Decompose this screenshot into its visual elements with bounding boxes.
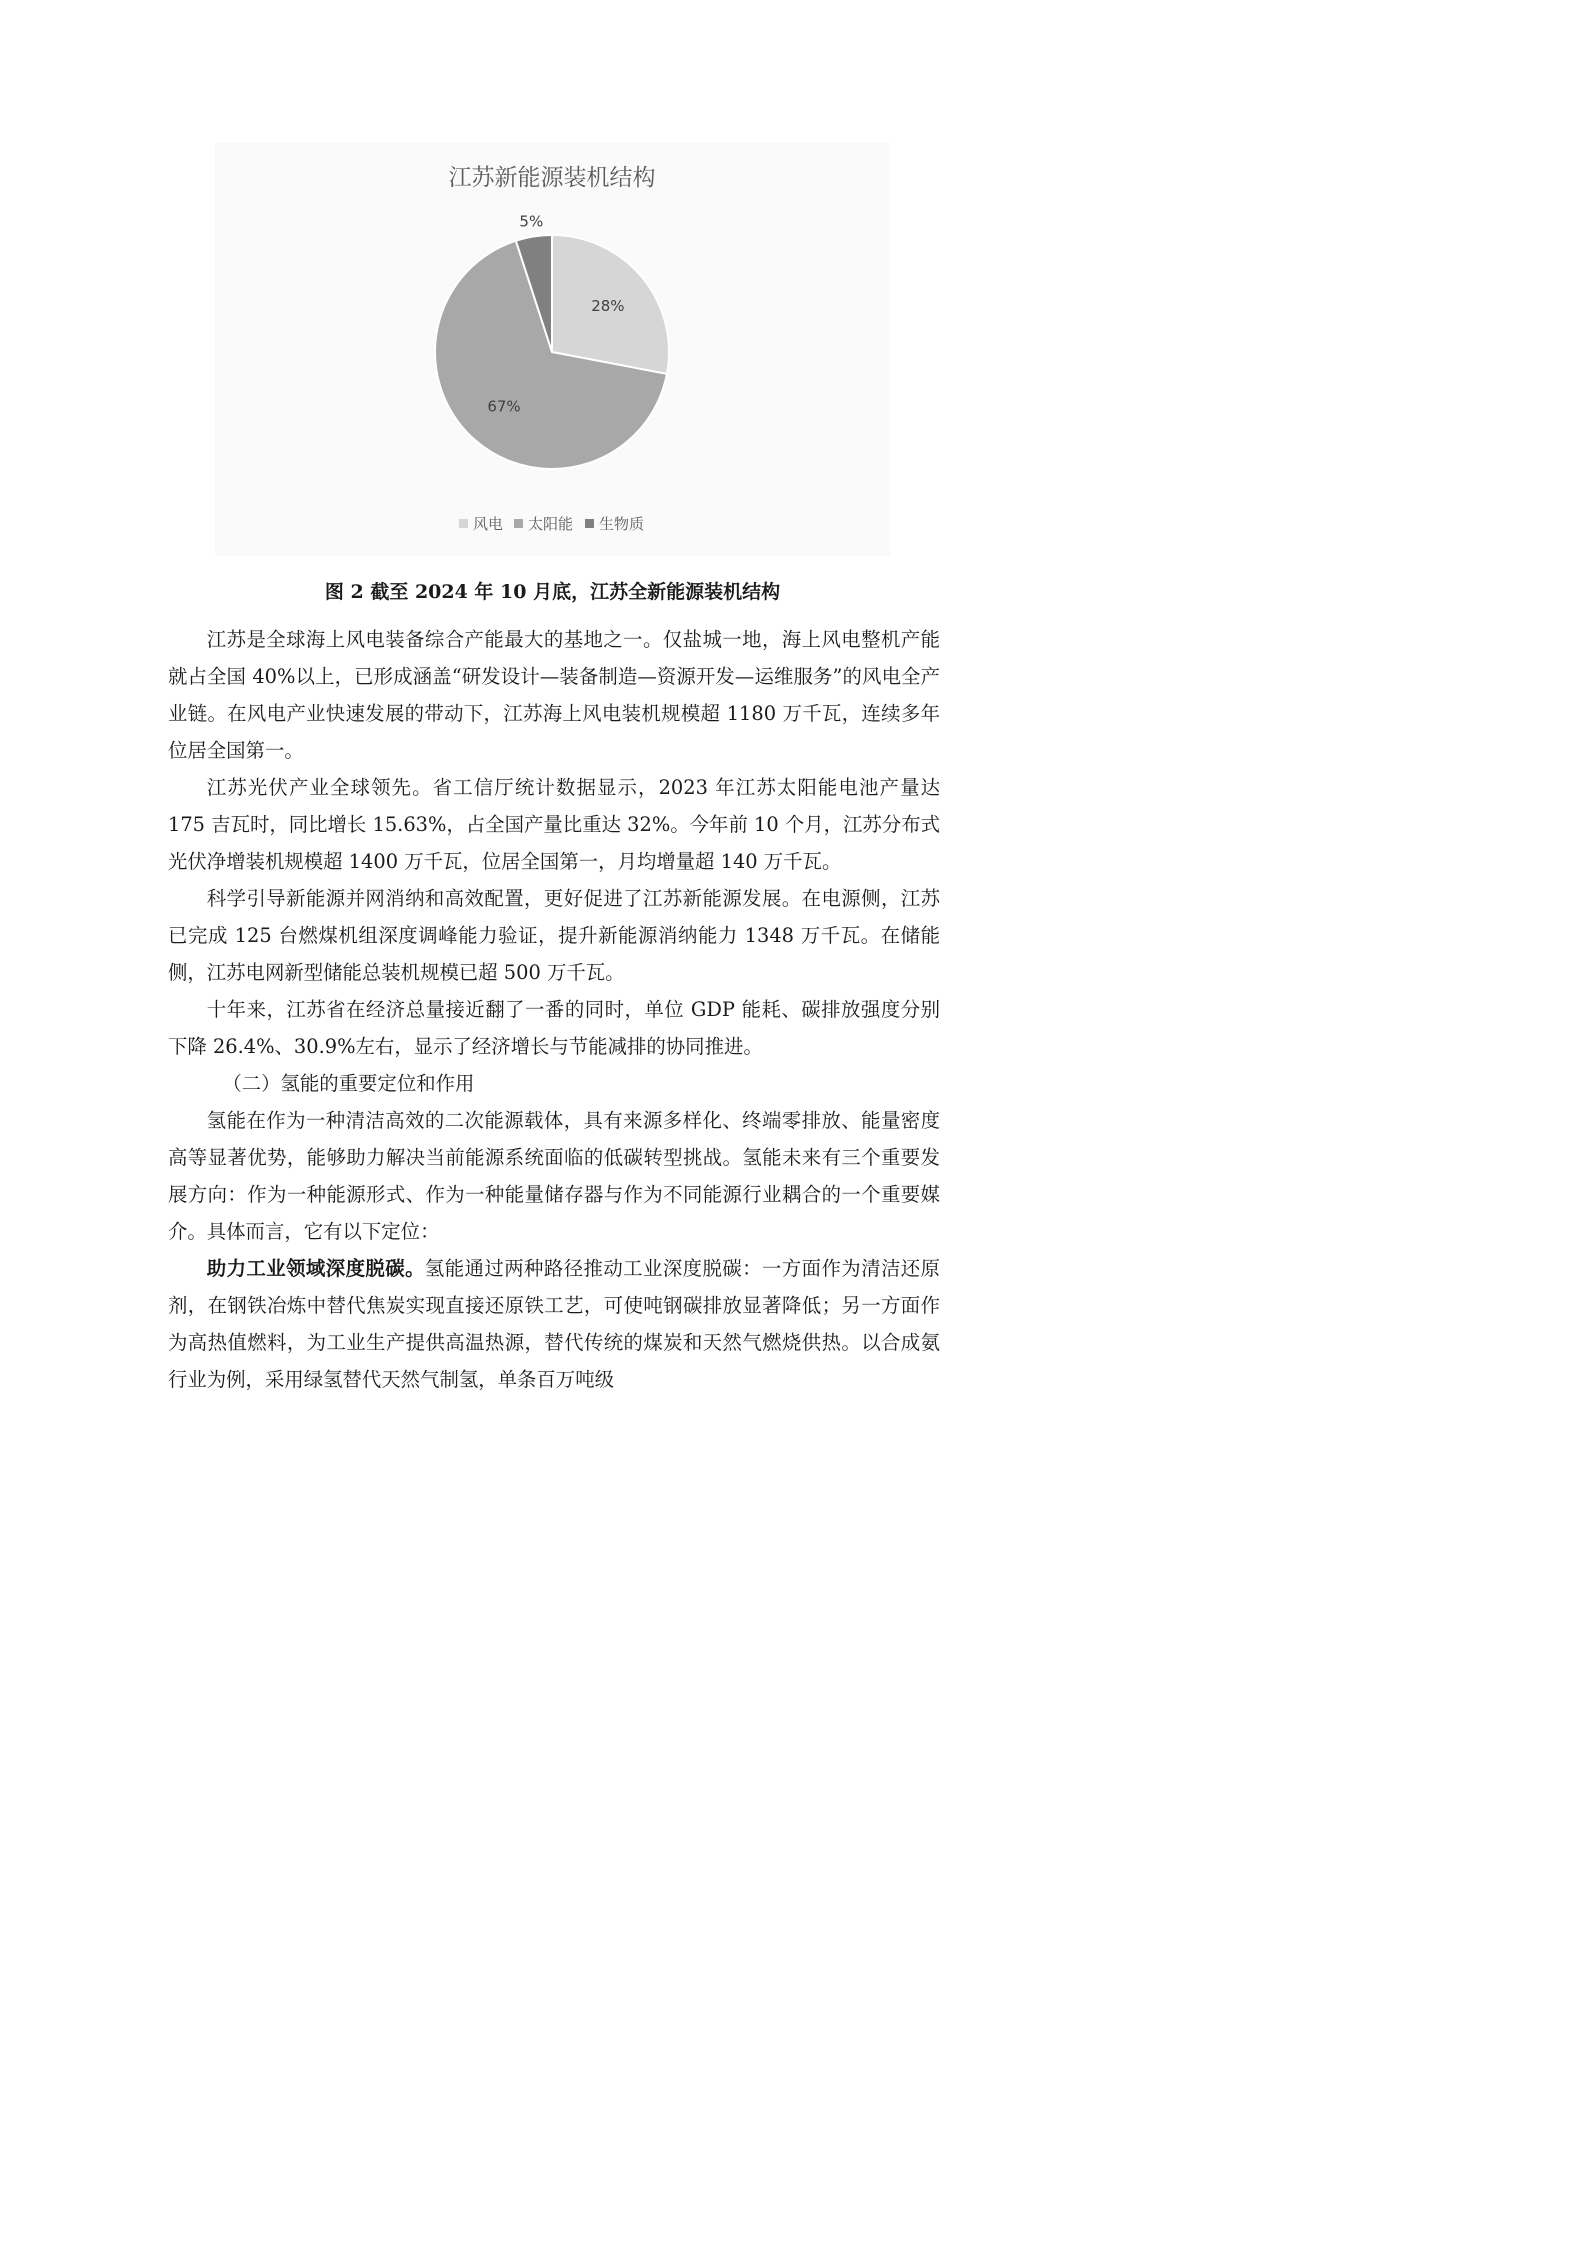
- legend-swatch-solar: [514, 519, 523, 528]
- slice-wind-label: 28%: [591, 296, 625, 315]
- section-heading: （二）氢能的重要定位和作用: [222, 1072, 475, 1095]
- legend-swatch-wind: [459, 519, 468, 528]
- pie-chart: [215, 143, 890, 556]
- pie-chart-svg: [215, 143, 890, 556]
- legend-label-biomass: 生物质: [599, 515, 645, 533]
- paragraph-pv-industry: 江苏光伏产业全球领先。省工信厅统计数据显示，2023 年江苏太阳能电池产量达 175 吉瓦时，同比增长 15.63%，占全国产量比重达 32%。今年前 10 个月，江苏分布式光伏净增装机规模超 1400 万千瓦，位居全国第一，月均增量超 140 万千瓦。: [168, 776, 940, 873]
- chart-title: 江苏新能源装机结构: [448, 165, 656, 191]
- paragraph-decade-summary: 十年来，江苏省在经济总量接近翻了一番的同时，单位 GDP 能耗、碳排放强度分别下降 26.4%、30.9%左右，显示了经济增长与节能减排的协同推进。: [168, 998, 940, 1058]
- legend-label-wind: 风电: [473, 515, 504, 533]
- slice-solar-label: 67%: [487, 397, 521, 416]
- legend-swatch-biomass: [585, 519, 594, 528]
- paragraph-body: 氢能通过两种路径推动工业深度脱碳：一方面作为清洁还原剂，在钢铁冶炼中替代焦炭实现直接还原铁工艺，可使吨钢碳排放显著降低；另一方面作为高热值燃料，为工业生产提供高温热源，替代传统的煤炭和天然气燃烧供热。以合成氨行业为例，采用绿氢替代天然气制氢，单条百万吨级: [168, 1257, 940, 1391]
- chart-legend: [459, 515, 644, 533]
- figure-caption: 图 2 截至 2024 年 10 月底，江苏全新能源装机结构: [324, 581, 781, 603]
- paragraph-hydrogen-intro: 氢能在作为一种清洁高效的二次能源载体，具有来源多样化、终端零排放、能量密度高等显著优势，能够助力解决当前能源系统面临的低碳转型挑战。氢能未来有三个重要发展方向：作为一种能源形式、作为一种能量储存器与作为不同能源行业耦合的一个重要媒介。具体而言，它有以下定位：: [168, 1109, 940, 1243]
- paragraph-wind-industry: 江苏是全球海上风电装备综合产能最大的基地之一。仅盐城一地，海上风电整机产能就占全国 40%以上，已形成涵盖“研发设计—装备制造—资源开发—运维服务”的风电全产业链。在风电产业快速发展的带动下，江苏海上风电装机规模超 1180 万千瓦，连续多年位居全国第一。: [168, 628, 940, 762]
- legend-label-solar: 太阳能: [528, 515, 574, 533]
- slice-biomass-label: 5%: [519, 212, 544, 231]
- paragraph-industrial-decarbonization: [168, 1250, 940, 1398]
- paragraph-lead: 助力工业领域深度脱碳。: [206, 1257, 425, 1280]
- paragraph-grid-integration: 科学引导新能源并网消纳和高效配置，更好促进了江苏新能源发展。在电源侧，江苏已完成 125 台燃煤机组深度调峰能力验证，提升新能源消纳能力 1348 万千瓦。在储能侧，江苏电网新型储能总装机规模已超 500 万千瓦。: [168, 887, 940, 984]
- body-text: [168, 621, 940, 1398]
